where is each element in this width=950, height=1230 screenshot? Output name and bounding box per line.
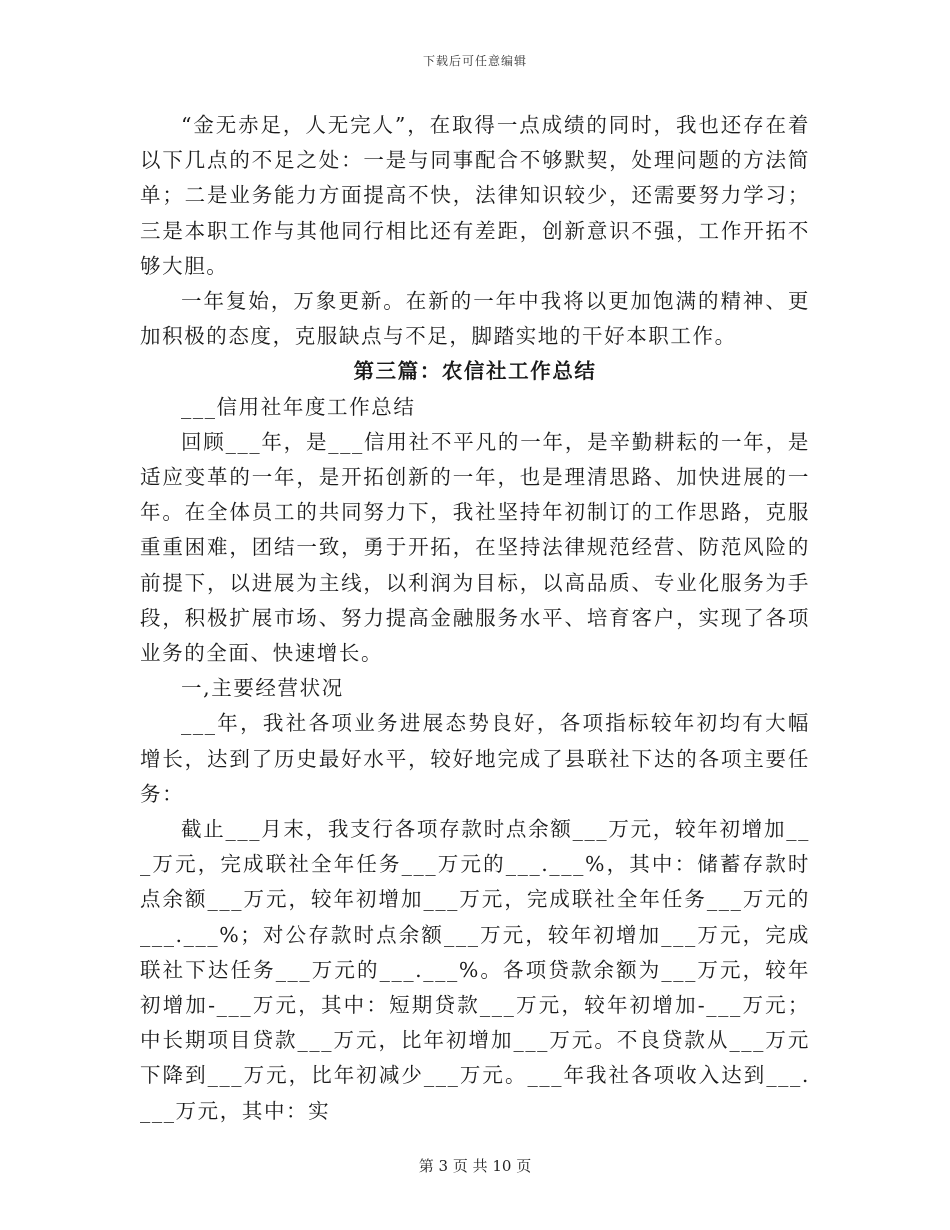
paragraph-figures: 截止___月末，我支行各项存款时点余额___万元，较年初增加___万元，完成联社全年任务___万元的___.___%，其中：储蓄存款时点余额___万元，较年初增加___万元，完成联社全年任务___万元的___.___%；对公存款时点余额___万元，较年初增加___万元，完成联社下达任务___万元的___.___%。各项贷款余额为___万元，较年初增加-___万元，其中：短期贷款___万元，较年初增加-___万元；中长期项目贷款___万元，比年初增加___万元。不良贷款从___万元下降到___万元，比年初减少___万元。___年我社各项收入达到___.___万元，其中：实: [140, 817, 810, 1123]
paragraph-heading-operations: 一,主要经营状况: [181, 676, 344, 701]
page-number: 第 3 页 共 10 页: [418, 1157, 532, 1175]
paragraph-report-title: ___信用社年度工作总结: [181, 394, 416, 419]
paragraph-operations-summary: ___年，我社各项业务进展态势良好，各项指标较年初均有大幅增长，达到了历史最好水平，较好地完成了县联社下达的各项主要任务：: [140, 711, 810, 806]
document-body: [140, 108, 810, 1129]
paragraph-shortcomings: “金无赤足，人无完人”，在取得一点成绩的同时，我也还存在着以下几点的不足之处：一是与同事配合不够默契，处理问题的方法简单；二是业务能力方面提高不快，法律知识较少，还需要努力学习；三是本职工作与其他同行相比还有差距，创新意识不强，工作开拓不够大胆。: [140, 113, 810, 278]
section-title: 第三篇：农信社工作总结: [353, 359, 597, 384]
paragraph-new-year: 一年复始，万象更新。在新的一年中我将以更加饱满的精神、更加积极的态度，克服缺点与不足，脚踏实地的干好本职工作。: [140, 289, 810, 349]
paragraph-review: 回顾___年，是___信用社不平凡的一年，是辛勤耕耘的一年，是适应变革的一年，是开拓创新的一年，也是理清思路、加快进展的一年。在全体员工的共同努力下，我社坚持年初制订的工作思路，克服重重困难，团结一致，勇于开拓，在坚持法律规范经营、防范风险的前提下，以进展为主线，以利润为目标，以高品质、专业化服务为手段，积极扩展市场、努力提高金融服务水平、培育客户，实现了各项业务的全面、快速增长。: [140, 429, 810, 666]
page-header-note: 下载后可任意编辑: [422, 54, 527, 68]
